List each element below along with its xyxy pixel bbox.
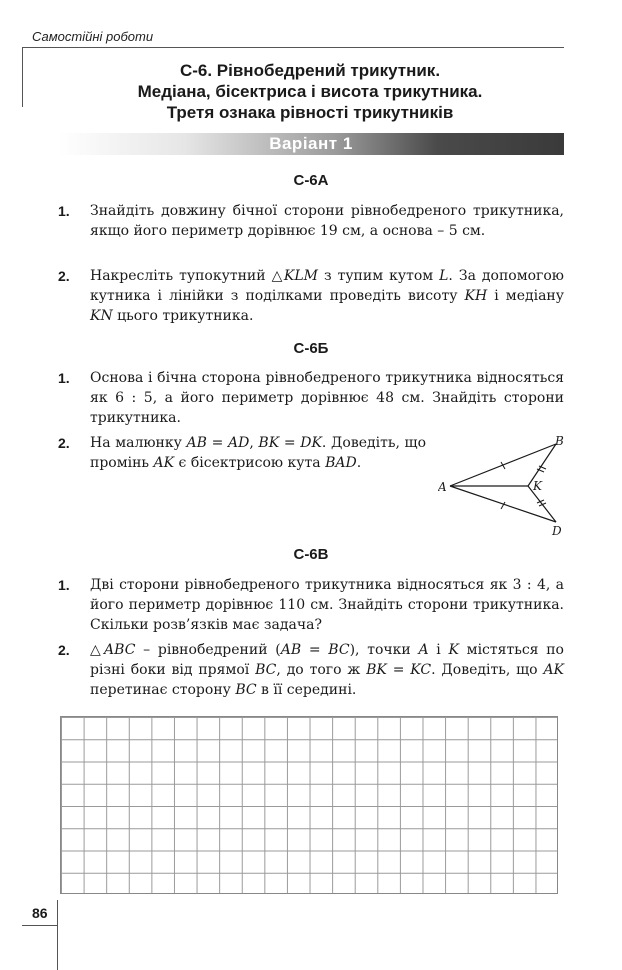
task-c1-number: 1. [58, 577, 70, 593]
point-label-k: K [533, 479, 542, 493]
running-header: Самостійні роботи [32, 29, 154, 44]
point-label-b: B [555, 434, 564, 448]
title-line-1: С-6. Рівнобедрений трикутник. [179, 61, 441, 80]
section-heading-b: С-6Б [293, 340, 329, 357]
kite-figure [438, 430, 568, 540]
page-number: 86 [32, 905, 48, 921]
task-c1-text: Дві сторони рівнобедреного трикутника відносяться як 3 : 4, а його периметр дорівнює 110 см. Знайдіть сторони трикутника. Скільки розв’язків має задача? [90, 577, 564, 633]
footer-vertical-rule [57, 900, 58, 970]
title-line-2: Медіана, бісектриса і висота трикутника. [137, 82, 483, 101]
title-line-3: Третя ознака рівності трикутників [166, 103, 454, 122]
task-b2-text: На малюнку AB = AD, BK = DK. Доведіть, що промінь AK є бісектрисою кута BAD. [90, 435, 427, 471]
variant-label: Варіант 1 [269, 134, 353, 153]
task-a2-number: 2. [58, 268, 70, 284]
task-a2-text: Накресліть тупокутний △KLM з тупим кутом L. За допомогою кутника і лінійки з поділками проведіть висоту KH і медіану KN цього трикутника. [90, 268, 564, 324]
task-b1-text: Основа і бічна сторона рівнобедреного трикутника відносяться як 6 : 5, а його периметр дорівнює 48 см. Знайдіть сторони трикутника. [90, 370, 564, 426]
task-c2-text: △ABC – рівнобедрений (AB = BC), точки A і K містяться по різні боки від прямої BC, до того ж BK = KC. Доведіть, що AK перетинає сторону BC в її середині. [90, 642, 565, 698]
point-label-d: D [552, 524, 562, 538]
task-a1-text: Знайдіть довжину бічної сторони рівнобедреного трикутника, якщо його периметр дорівнює 19 см, а основа – 5 см. [90, 203, 564, 239]
section-heading-a: С-6А [293, 172, 329, 189]
task-c2-number: 2. [58, 642, 70, 658]
header-rule [22, 47, 564, 48]
page-title [40, 60, 580, 123]
task-a1-number: 1. [58, 203, 70, 219]
section-heading-c: С-6В [293, 546, 329, 563]
task-b2-number: 2. [58, 435, 70, 451]
footer-horizontal-rule [22, 925, 58, 926]
point-label-a: A [438, 480, 447, 494]
answer-grid [60, 716, 558, 894]
task-b1-number: 1. [58, 370, 70, 386]
variant-banner [58, 133, 564, 155]
header-left-rule [22, 47, 23, 107]
